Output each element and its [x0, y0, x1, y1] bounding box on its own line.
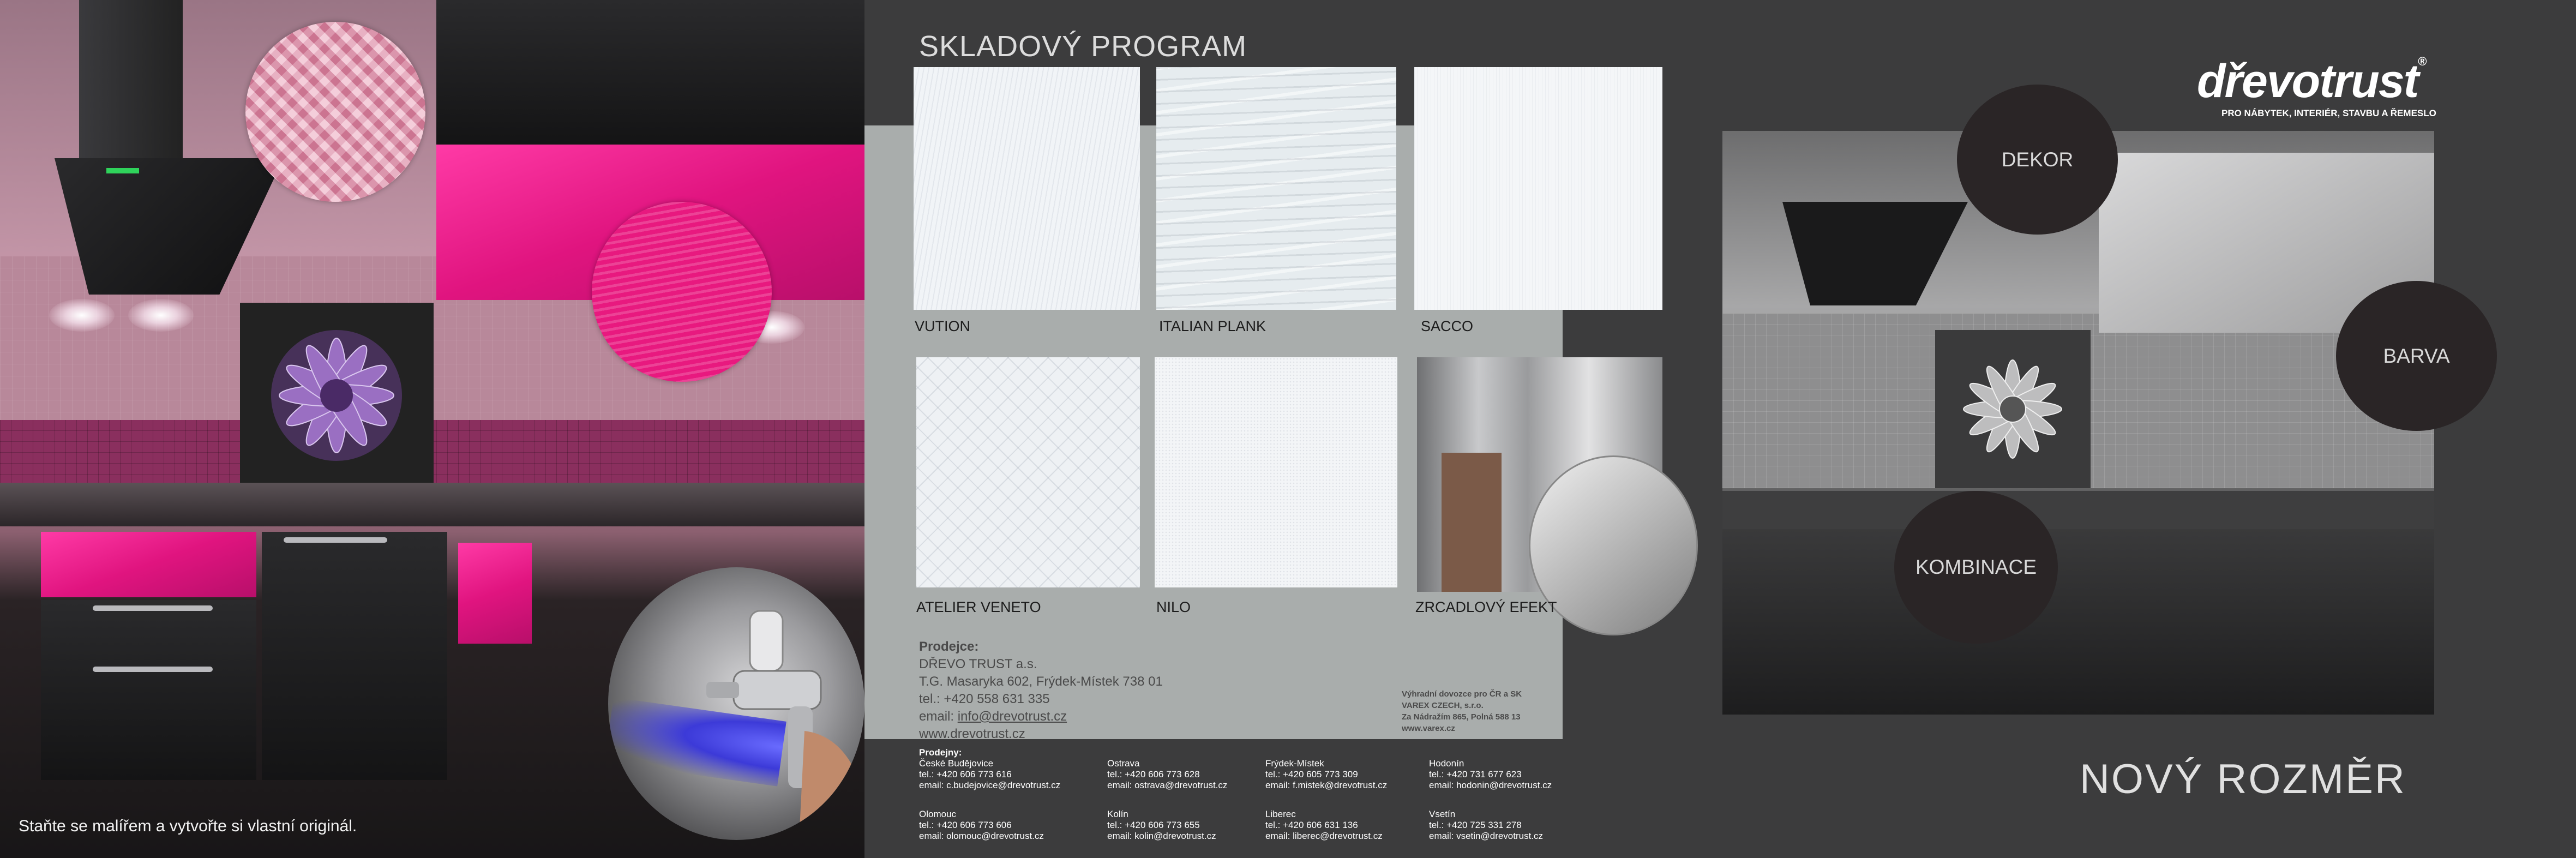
- importer-line: Výhradní dovozce pro ČR a SK: [1402, 689, 1522, 699]
- gray-flower-artwork: [1935, 330, 2091, 488]
- lower-cabinet-dark: [262, 532, 447, 780]
- swatch-label: SACCO: [1421, 318, 1474, 334]
- producer-heading: Prodejce:: [919, 639, 979, 654]
- swatch-label: VUTION: [915, 318, 971, 334]
- wood-texture-sample: [592, 202, 772, 382]
- bubble-label: DEKOR: [2001, 148, 2074, 171]
- producer-email-line: [919, 708, 1163, 725]
- producer-address: T.G. Masaryka 602, Frýdek-Místek 738 01: [919, 674, 1163, 689]
- branch-phone: tel.: +420 606 773 655: [1107, 820, 1200, 830]
- headline: NOVÝ ROZMĚR: [2080, 756, 2406, 802]
- producer-contact: [919, 638, 1163, 743]
- branch-entry: [1265, 809, 1440, 842]
- gray-countertop: [1722, 491, 2434, 529]
- branch-phone: tel.: +420 606 773 606: [919, 820, 1012, 830]
- combination-bubble: [1894, 491, 2058, 644]
- drawer-handle: [93, 605, 213, 611]
- branch-city: Ostrava: [1107, 758, 1140, 769]
- flower-artwork: [240, 303, 434, 488]
- swatch-label: ATELIER VENETO: [916, 599, 1041, 615]
- countertop: [0, 483, 864, 526]
- hood-light: [128, 299, 194, 332]
- branch-entry: [1429, 809, 1604, 842]
- branch-phone: tel.: +420 725 331 278: [1429, 820, 1522, 830]
- branches-heading: Prodejny:: [919, 747, 962, 758]
- swatch-nilo: [1155, 357, 1397, 587]
- branch-email[interactable]: email: f.mistek@drevotrust.cz: [1265, 780, 1388, 790]
- color-bubble: [2336, 281, 2497, 431]
- left-caption: Staňte se malířem a vytvořte si vlastní originál.: [19, 817, 357, 835]
- producer-web[interactable]: www.drevotrust.cz: [919, 727, 1025, 741]
- branch-entry: [1107, 809, 1282, 842]
- branch-city: Hodonín: [1429, 758, 1464, 769]
- woven-texture-sample: [245, 22, 425, 202]
- gray-range-hood: [1782, 202, 1968, 305]
- branch-email[interactable]: email: c.budejovice@drevotrust.cz: [919, 780, 1061, 790]
- branch-phone: tel.: +420 606 773 616: [919, 769, 1012, 779]
- brand-logo: [2197, 55, 2426, 109]
- swatch-sacco: [1414, 67, 1662, 310]
- hood-chimney: [79, 0, 183, 164]
- page-title: SKLADOVÝ PROGRAM: [919, 30, 1247, 63]
- branch-city: Liberec: [1265, 809, 1296, 819]
- producer-email-prefix: email:: [919, 709, 954, 724]
- branch-city: České Budějovice: [919, 758, 994, 769]
- branch-entry: [1429, 758, 1604, 791]
- branch-entry: [1107, 758, 1282, 791]
- importer-line: VAREX CZECH, s.r.o.: [1402, 701, 1484, 710]
- branch-email[interactable]: email: olomouc@drevotrust.cz: [919, 831, 1044, 841]
- swatch-italian-plank: [1156, 67, 1396, 310]
- swatch-vution: [914, 67, 1140, 310]
- stock-program-panel: [864, 0, 1722, 858]
- new-dimension-panel: [1722, 0, 2576, 858]
- bubble-label: KOMBINACE: [1915, 556, 2037, 578]
- swatch-label: ZRCADLOVÝ EFEKT: [1415, 599, 1557, 615]
- branch-city: Vsetín: [1429, 809, 1456, 819]
- registered-mark: ®: [2418, 55, 2426, 68]
- branch-email[interactable]: email: ostrava@drevotrust.cz: [1107, 780, 1228, 790]
- branch-phone: tel.: +420 731 677 623: [1429, 769, 1522, 779]
- swatch-label: ITALIAN PLANK: [1159, 318, 1266, 334]
- branch-entry: [1265, 758, 1440, 791]
- kitchen-photo-panel: [0, 0, 864, 858]
- branch-email[interactable]: email: vsetin@drevotrust.cz: [1429, 831, 1544, 841]
- branch-phone: tel.: +420 605 773 309: [1265, 769, 1358, 779]
- importer-web[interactable]: www.varex.cz: [1402, 724, 1455, 733]
- branch-city: Frýdek-Místek: [1265, 758, 1324, 769]
- branch-phone: tel.: +420 606 773 628: [1107, 769, 1200, 779]
- branch-phone: tel.: +420 606 631 136: [1265, 820, 1358, 830]
- bubble-label: BARVA: [2383, 344, 2450, 367]
- spray-gun-circle: [608, 567, 864, 840]
- producer-company: DŘEVO TRUST a.s.: [919, 657, 1037, 671]
- producer-email-link[interactable]: info@drevotrust.cz: [957, 709, 1067, 724]
- drawer-handle: [284, 537, 387, 543]
- branch-city: Olomouc: [919, 809, 957, 819]
- drawer-pink: [458, 543, 532, 644]
- branch-email[interactable]: email: kolin@drevotrust.cz: [1107, 831, 1216, 841]
- logo-text: dřevotrust: [2197, 55, 2418, 107]
- mirror-door-reflection: [1442, 453, 1502, 592]
- drawer-handle: [93, 667, 213, 672]
- decor-bubble: [1957, 85, 2118, 235]
- branch-entry: [919, 758, 1094, 791]
- spray-gun-icon: [608, 567, 864, 840]
- hood-display: [106, 168, 139, 173]
- drawer-pink: [41, 532, 256, 597]
- branch-email[interactable]: email: liberec@drevotrust.cz: [1265, 831, 1383, 841]
- lower-cabinet-dark: [41, 600, 256, 780]
- producer-phone: tel.: +420 558 631 335: [919, 692, 1050, 706]
- branch-city: Kolín: [1107, 809, 1128, 819]
- importer-line: Za Nádražím 865, Polná 588 13: [1402, 712, 1521, 722]
- branch-entry: [919, 809, 1094, 842]
- branch-email[interactable]: email: hodonin@drevotrust.cz: [1429, 780, 1552, 790]
- upper-cabinet-dark: [436, 0, 864, 145]
- brand-tagline: PRO NÁBYTEK, INTERIÉR, STAVBU A ŘEMESLO: [2221, 108, 2436, 118]
- importer-info: [1402, 688, 1522, 734]
- hood-light: [49, 299, 115, 332]
- swatch-label: NILO: [1156, 599, 1191, 615]
- swatch-atelier-veneto: [916, 357, 1140, 587]
